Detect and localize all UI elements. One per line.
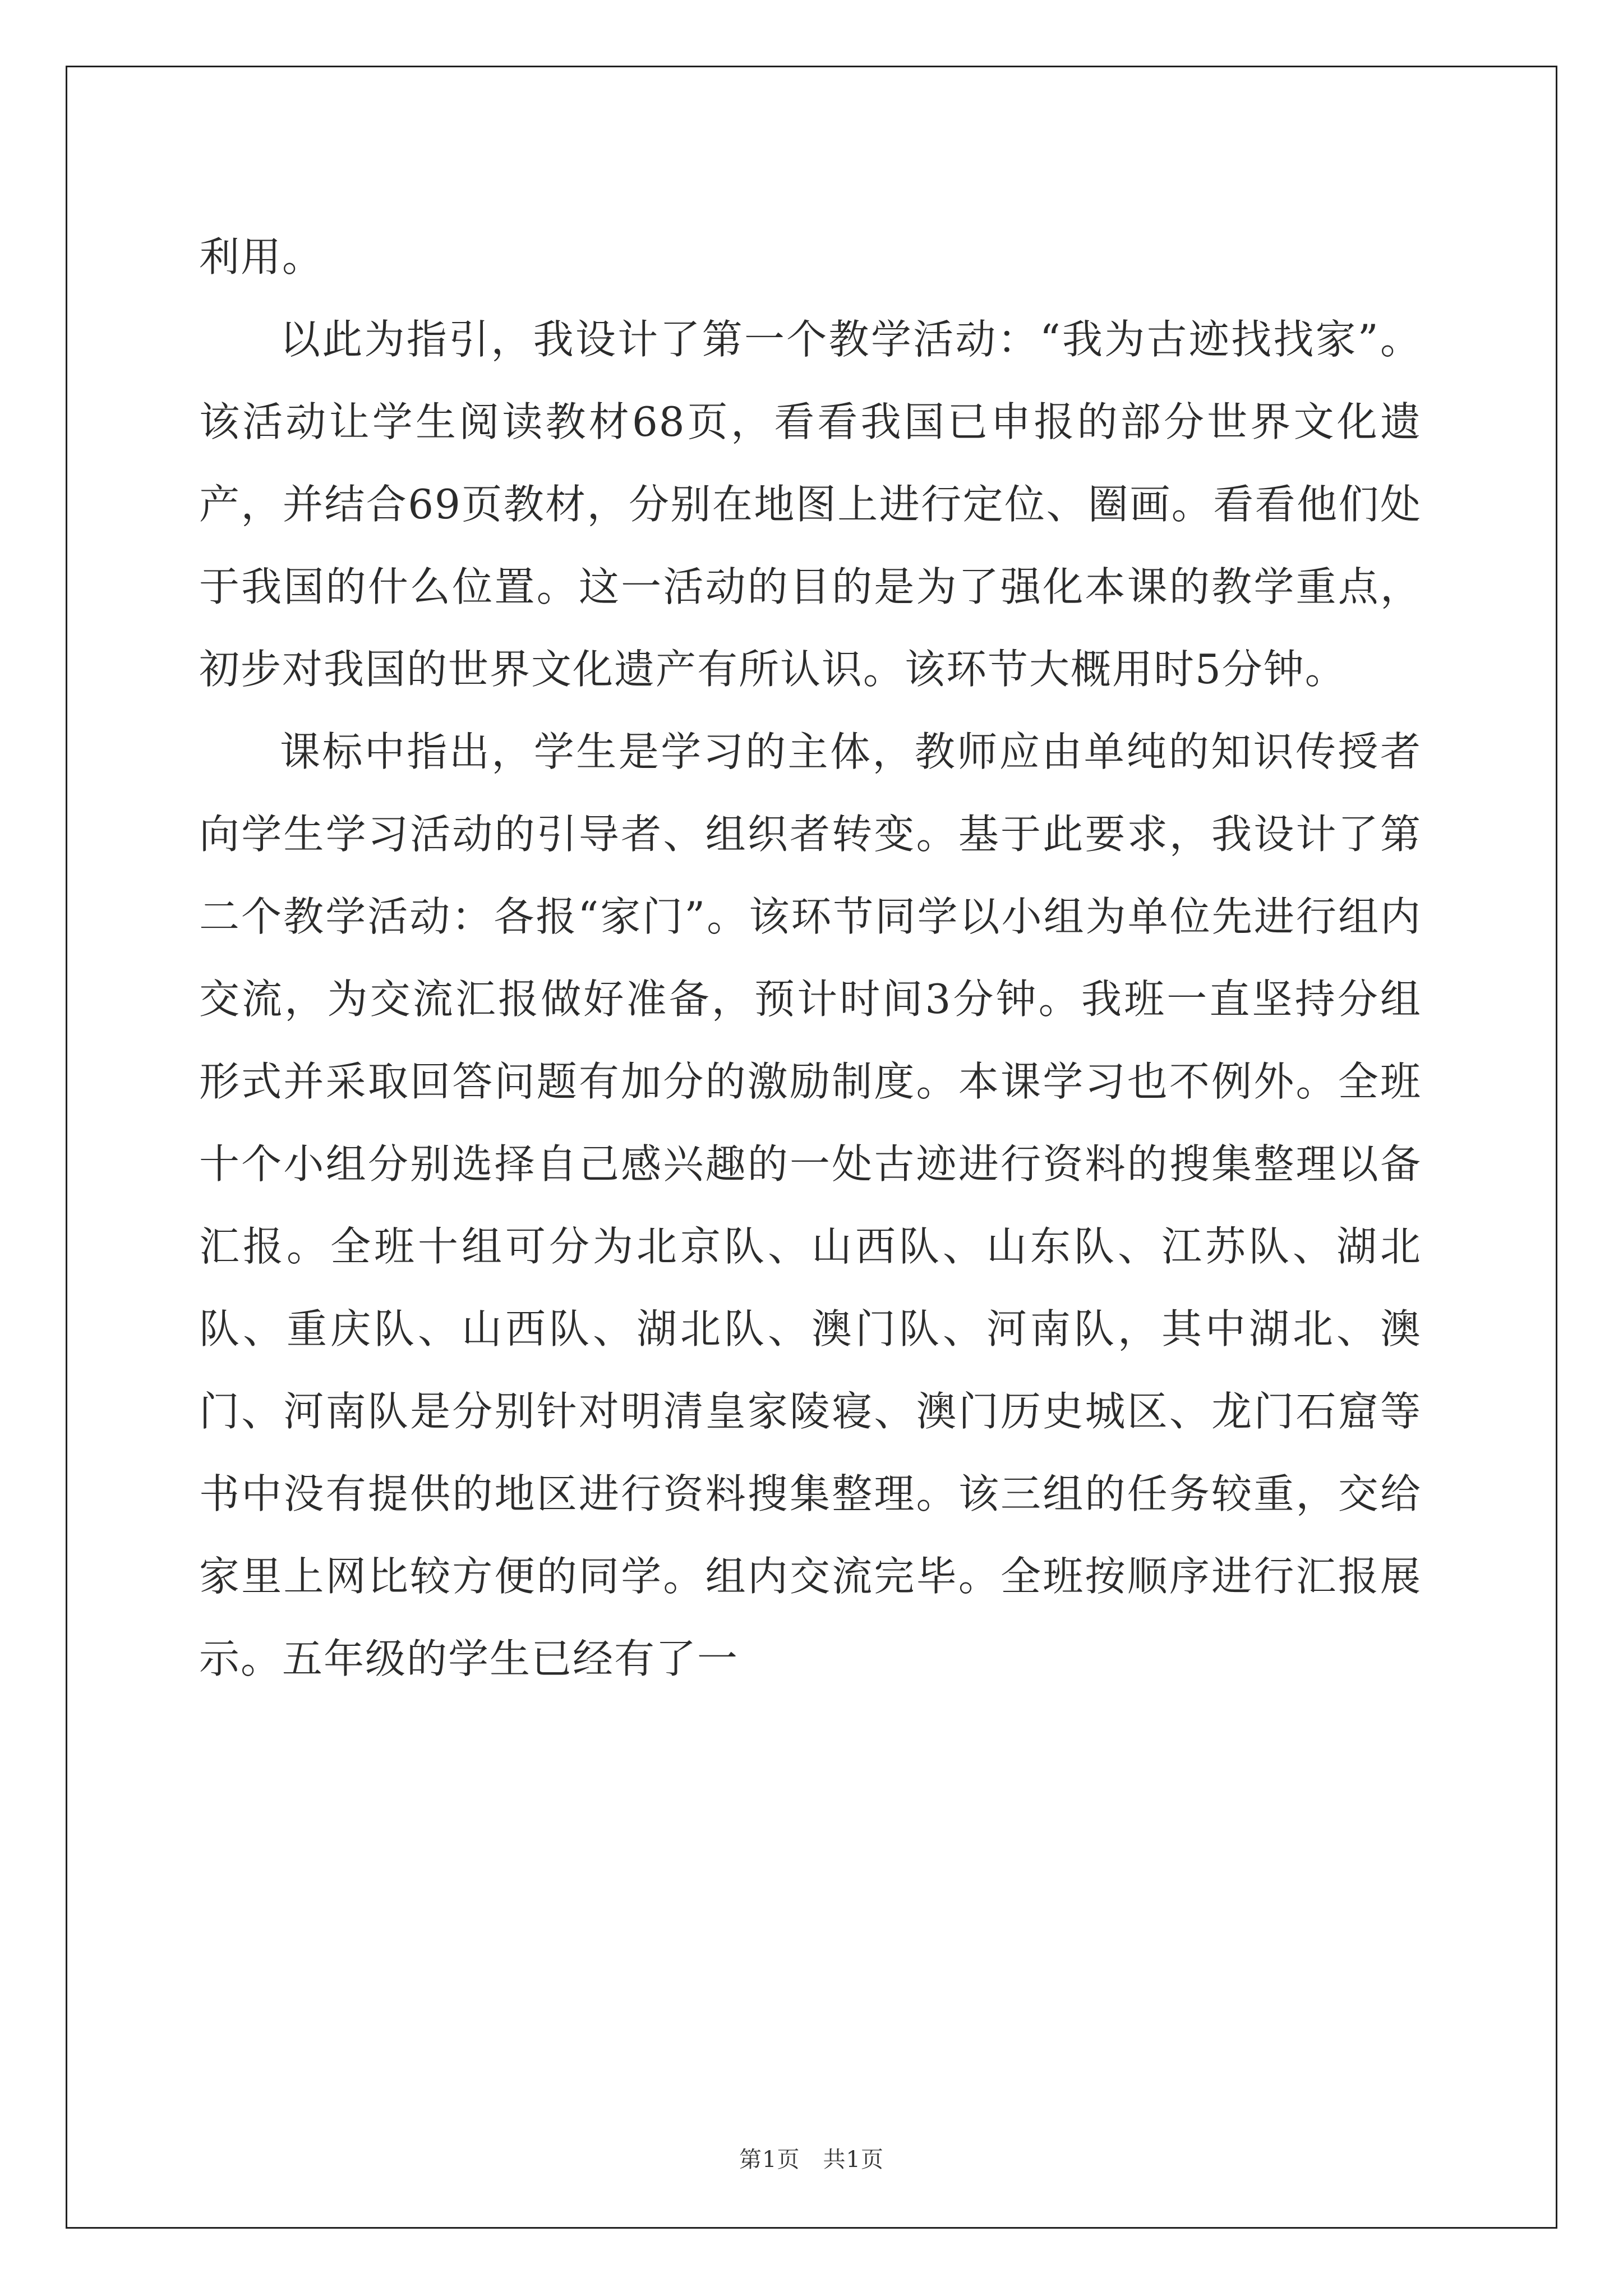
paragraph-1: 利用。 bbox=[199, 233, 324, 280]
paragraph-3: 课标中指出，学生是学习的主体，教师应由单纯的知识传授者向学生学习活动的引导者、组织者转变。基于此要求，我设计了第二个教学活动：各报“家门”。该环节同学以小组为单位先进行组内交流，为交流汇报做好准备，预计时间3分钟。我班一直坚持分组形式并采取回答问题有加分的激励制度。本课学习也不例外。全班十个小组分别选择自己感兴趣的一处古迹进行资料的搜集整理以备汇报。全班十组可分为北京队、山西队、山东队、江苏队、湖北队、重庆队、山西队、湖北队、澳门队、河南队，其中湖北、澳门、河南队是分别针对明清皇家陵寝、澳门历史城区、龙门石窟等书中没有提供的地区进行资料搜集整理。该三组的任务较重，交给家里上网比较方便的同学。组内交流完毕。全班按顺序进行汇报展示。五年级的学生已经有了一 bbox=[199, 728, 1422, 1682]
paragraph-2: 以此为指引，我设计了第一个教学活动：“我为古迹找找家”。该活动让学生阅读教材68页，看看我国已申报的部分世界文化遗产，并结合69页教材，分别在地图上进行定位、圈画。看看他们处于我国的什么位置。这一活动的目的是为了强化本课的教学重点，初步对我国的世界文化遗产有所认识。该环节大概用时5分钟。 bbox=[199, 316, 1422, 693]
document-body bbox=[199, 216, 1422, 1700]
page-number-footer: 第1页 共1页 bbox=[739, 2147, 884, 2173]
